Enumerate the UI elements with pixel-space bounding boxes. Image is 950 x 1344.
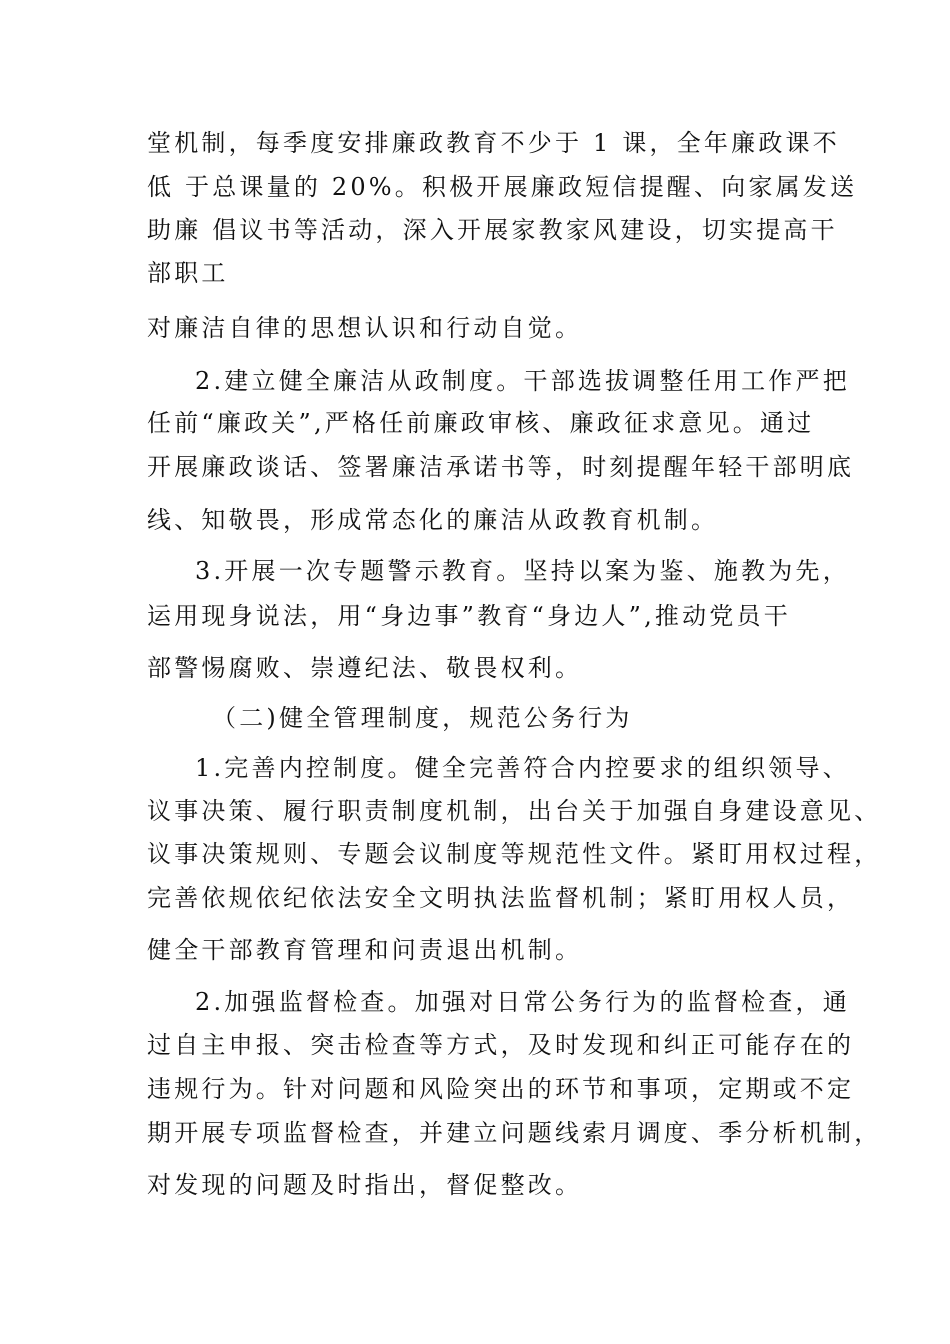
text-line: 堂机制，每季度安排廉政教育不少于 1 课，全年廉政课不: [147, 129, 840, 157]
text-line: 完善依规依纪依法安全文明执法监督机制；紧盯用权人员，: [147, 884, 855, 912]
text-line: 过自主申报、突击检查等方式，及时发现和纠正可能存在的: [147, 1031, 855, 1059]
text-line: 议事决策、履行职责制度机制，出台关于加强自身建设意见、: [147, 797, 882, 825]
paragraph-first-line: 1.完善内控制度。健全完善符合内控要求的组织领导、: [195, 754, 850, 782]
text-line: 任前“廉政关”,严格任前廉政审核、廉政征求意见。通过: [147, 409, 815, 437]
text-line: 议事决策规则、专题会议制度等规范性文件。紧盯用权过程，: [147, 840, 882, 868]
text-line: 健全干部教育管理和问责退出机制。: [147, 936, 583, 964]
text-line: 部警惕腐败、崇遵纪法、敬畏权利。: [147, 654, 583, 682]
text-line: 部职工: [147, 259, 229, 287]
paragraph-first-line: 3.开展一次专题警示教育。坚持以案为鉴、施教为先，: [195, 557, 850, 585]
text-line: 对发现的问题及时指出，督促整改。: [147, 1171, 583, 1199]
text-line: 助廉 倡议书等活动，深入开展家教家风建设，切实提高干: [147, 216, 838, 244]
text-line: 运用现身说法，用“身边事”教育“身边人”,推动党员干: [147, 602, 791, 630]
section-heading: （二)健全管理制度，规范公务行为: [212, 704, 633, 732]
text-line: 对廉洁自律的思想认识和行动自觉。: [147, 314, 583, 342]
text-line: 期开展专项监督检查，并建立问题线索月调度、季分析机制，: [147, 1119, 882, 1147]
text-line: 违规行为。针对问题和风险突出的环节和事项，定期或不定: [147, 1075, 855, 1103]
paragraph-first-line: 2.加强监督检查。加强对日常公务行为的监督检查，通: [195, 988, 850, 1016]
text-line: 线、知敬畏，形成常态化的廉洁从政教育机制。: [147, 506, 719, 534]
text-line: 开展廉政谈话、签署廉洁承诺书等，时刻提醒年轻干部明底: [147, 453, 855, 481]
text-line: 低 于总课量的 20%。积极开展廉政短信提醒、向家属发送: [147, 173, 858, 201]
paragraph-first-line: 2.建立健全廉洁从政制度。干部选拔调整任用工作严把: [195, 367, 850, 395]
